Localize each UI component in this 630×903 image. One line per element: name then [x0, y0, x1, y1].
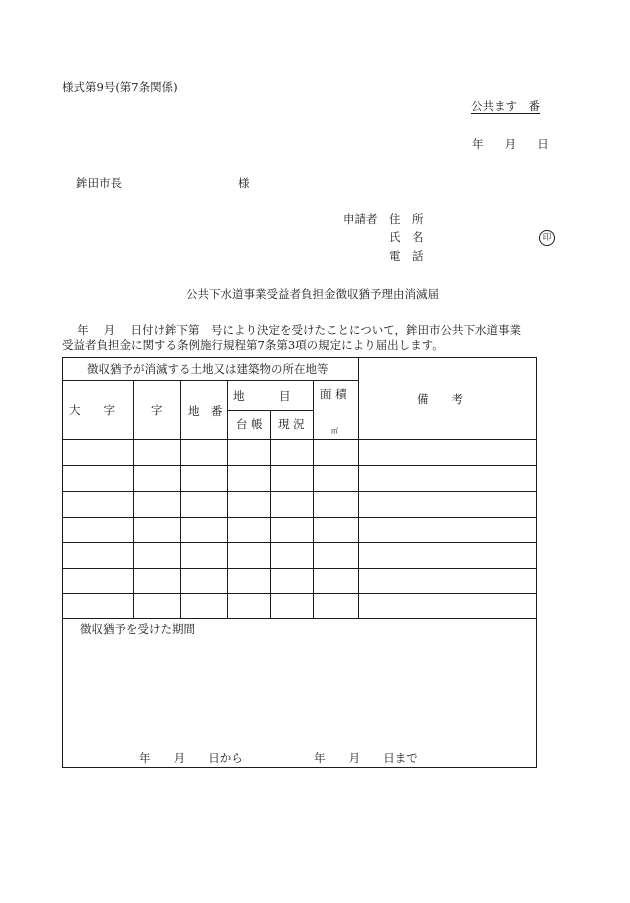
col-menseki: 面 積 [320, 387, 347, 401]
period-to: 年 月 日まで [314, 751, 418, 765]
col-chimoku: 地 目 [233, 389, 291, 403]
seal-mark: 印 [539, 230, 555, 246]
body-text [62, 323, 542, 353]
body-line-2: 受益者負担金に関する条例施行規程第7条第3項の規定により届出します。 [62, 338, 444, 352]
applicant-address-label: 住 所 [389, 212, 424, 226]
period-from: 年 月 日から [139, 751, 243, 765]
submission-date: 年 月 日 [472, 137, 549, 151]
form-number: 様式第9号(第7条関係) [62, 80, 178, 94]
col-biko: 備 考 [417, 392, 463, 406]
addressee-name: 鉾田市長 [76, 176, 122, 190]
col-aza: 字 [151, 403, 163, 417]
location-table [62, 357, 537, 768]
applicant-phone-label: 電 話 [389, 249, 424, 263]
col-chiban: 地 番 [188, 404, 223, 418]
body-line-1: 年 月 日付け鉾下第 号により決定を受けたことについて，鉾田市公共下水道事業 [62, 323, 522, 337]
col-genkyo: 現 況 [278, 417, 305, 431]
applicant-name-label: 氏 名 [389, 230, 424, 244]
period-label: 徴収猶予を受けた期間 [80, 622, 195, 636]
addressee-honorific: 様 [238, 176, 250, 190]
document-title: 公共下水道事業受益者負担金徴収猶予理由消滅届 [186, 287, 439, 301]
applicant-label: 申請者 [343, 212, 378, 226]
group-header: 徴収猶予が消滅する土地又は建築物の所在地等 [87, 362, 329, 376]
col-menseki-unit: ㎡ [331, 427, 338, 435]
col-daicho: 台 帳 [236, 417, 263, 431]
document-number: 公共ます 番 [471, 99, 540, 113]
col-oaza: 大 字 [69, 403, 115, 417]
